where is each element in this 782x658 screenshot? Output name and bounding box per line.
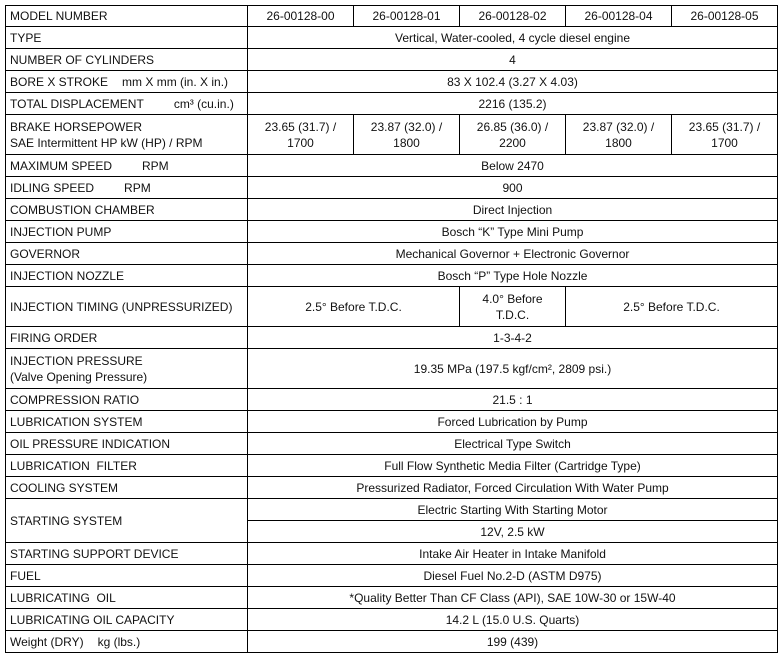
compression-value: 21.5 : 1	[248, 389, 778, 411]
model-cell: 26-00128-02	[460, 6, 566, 27]
row-injection-nozzle	[6, 265, 778, 287]
nozzle-label: INJECTION NOZZLE	[6, 265, 248, 287]
displacement-value: 2216 (135.2)	[248, 93, 778, 115]
row-combustion-chamber	[6, 199, 778, 221]
row-lubricating-oil	[6, 587, 778, 609]
governor-value: Mechanical Governor + Electronic Governor	[248, 243, 778, 265]
row-cylinders	[6, 49, 778, 71]
row-model-number	[6, 6, 778, 27]
weight-unit: kg (lbs.)	[97, 634, 141, 649]
row-weight	[6, 631, 778, 653]
idle-speed-value: 900	[248, 177, 778, 199]
bore-stroke-value: 83 X 102.4 (3.27 X 4.03)	[248, 71, 778, 93]
lube-filter-value: Full Flow Synthetic Media Filter (Cartridge Type)	[248, 455, 778, 477]
pump-value: Bosch “K” Type Mini Pump	[248, 221, 778, 243]
row-cooling-system	[6, 477, 778, 499]
bhp-rpm: 1800	[393, 135, 420, 150]
row-bore-stroke	[6, 71, 778, 93]
row-starting-support	[6, 543, 778, 565]
inj-pressure-label-cell	[6, 349, 248, 389]
idle-speed-label-cell	[6, 177, 248, 199]
bhp-power: 23.87 (32.0) /	[370, 119, 443, 134]
bhp-power: 23.65 (31.7) /	[688, 119, 761, 134]
oil-pressure-label: OIL PRESSURE INDICATION	[6, 433, 248, 455]
type-label: TYPE	[6, 27, 248, 49]
displacement-unit: cm³ (cu.in.)	[173, 96, 234, 111]
lube-oil-value: *Quality Better Than CF Class (API), SAE 10W-30 or 15W-40	[248, 587, 778, 609]
timing-mid-value-sub: T.D.C.	[495, 307, 530, 322]
row-brake-horsepower	[6, 115, 778, 155]
combustion-value: Direct Injection	[248, 199, 778, 221]
displacement-label-cell	[6, 93, 248, 115]
start-support-value: Intake Air Heater in Intake Manifold	[248, 543, 778, 565]
displacement-label: TOTAL DISPLACEMENT	[10, 96, 144, 111]
bhp-rpm: 1700	[287, 135, 314, 150]
max-speed-unit: RPM	[142, 158, 169, 173]
bhp-rpm: 1700	[711, 135, 738, 150]
row-max-speed	[6, 155, 778, 177]
bhp-cell	[460, 115, 566, 155]
bhp-power: 26.85 (36.0) /	[476, 119, 549, 134]
oil-pressure-value: Electrical Type Switch	[248, 433, 778, 455]
pump-label: INJECTION PUMP	[6, 221, 248, 243]
row-type	[6, 27, 778, 49]
oil-capacity-label: LUBRICATING OIL CAPACITY	[6, 609, 248, 631]
row-fuel	[6, 565, 778, 587]
weight-label: Weight (DRY)	[10, 634, 84, 649]
combustion-label: COMBUSTION CHAMBER	[6, 199, 248, 221]
row-governor	[6, 243, 778, 265]
lube-oil-label: LUBRICATING OIL	[6, 587, 248, 609]
cooling-value: Pressurized Radiator, Forced Circulation With Water Pump	[248, 477, 778, 499]
timing-right-value: 2.5° Before T.D.C.	[566, 287, 778, 327]
starting-label: STARTING SYSTEM	[6, 499, 248, 543]
timing-mid-cell	[460, 287, 566, 327]
lube-system-value: Forced Lubrication by Pump	[248, 411, 778, 433]
bhp-power: 23.87 (32.0) /	[582, 119, 655, 134]
inj-pressure-label: INJECTION PRESSURE	[10, 353, 143, 368]
bhp-rpm: 2200	[499, 135, 526, 150]
model-cell: 26-00128-01	[354, 6, 460, 27]
starting-power-value: 12V, 2.5 kW	[248, 521, 778, 543]
compression-label: COMPRESSION RATIO	[6, 389, 248, 411]
row-displacement	[6, 93, 778, 115]
row-idling-speed	[6, 177, 778, 199]
row-injection-pump	[6, 221, 778, 243]
model-cell: 26-00128-05	[672, 6, 778, 27]
inj-pressure-value: 19.35 MPa (197.5 kgf/cm², 2809 psi.)	[248, 349, 778, 389]
weight-value: 199 (439)	[248, 631, 778, 653]
timing-mid-value: 4.0° Before	[482, 291, 543, 306]
bhp-rpm: 1800	[605, 135, 632, 150]
lube-system-label: LUBRICATION SYSTEM	[6, 411, 248, 433]
bhp-label-cell	[6, 115, 248, 155]
cylinders-value: 4	[248, 49, 778, 71]
bore-stroke-label-cell	[6, 71, 248, 93]
starting-value: Electric Starting With Starting Motor	[248, 499, 778, 521]
cooling-label: COOLING SYSTEM	[6, 477, 248, 499]
bhp-cell	[566, 115, 672, 155]
model-cell: 26-00128-00	[248, 6, 354, 27]
row-compression-ratio	[6, 389, 778, 411]
bhp-power: 23.65 (31.7) /	[264, 119, 337, 134]
fuel-value: Diesel Fuel No.2-D (ASTM D975)	[248, 565, 778, 587]
timing-left-value: 2.5° Before T.D.C.	[248, 287, 460, 327]
start-support-label: STARTING SUPPORT DEVICE	[6, 543, 248, 565]
bore-stroke-label: BORE X STROKE	[10, 74, 109, 89]
idle-speed-unit: RPM	[124, 180, 151, 195]
row-firing-order	[6, 327, 778, 349]
row-starting-system	[6, 499, 778, 521]
firing-value: 1-3-4-2	[248, 327, 778, 349]
bore-stroke-unit: mm X mm (in. X in.)	[122, 74, 229, 89]
row-oil-capacity	[6, 609, 778, 631]
weight-label-cell	[6, 631, 248, 653]
type-value: Vertical, Water-cooled, 4 cycle diesel engine	[248, 27, 778, 49]
idle-speed-label: IDLING SPEED	[10, 180, 95, 195]
max-speed-label-cell	[6, 155, 248, 177]
timing-label: INJECTION TIMING (UNPRESSURIZED)	[6, 287, 248, 327]
lube-filter-label: LUBRICATION FILTER	[6, 455, 248, 477]
max-speed-label: MAXIMUM SPEED	[10, 158, 113, 173]
model-cell: 26-00128-04	[566, 6, 672, 27]
cylinders-label: NUMBER OF CYLINDERS	[6, 49, 248, 71]
bhp-cell	[354, 115, 460, 155]
row-injection-timing	[6, 287, 778, 327]
inj-pressure-label-sub: (Valve Opening Pressure)	[10, 369, 148, 384]
fuel-label: FUEL	[6, 565, 248, 587]
oil-capacity-value: 14.2 L (15.0 U.S. Quarts)	[248, 609, 778, 631]
row-lubrication-system	[6, 411, 778, 433]
row-lubrication-filter	[6, 455, 778, 477]
model-number-label: MODEL NUMBER	[6, 6, 248, 27]
bhp-label: BRAKE HORSEPOWER	[10, 119, 143, 134]
governor-label: GOVERNOR	[6, 243, 248, 265]
engine-spec-table	[5, 5, 778, 653]
row-injection-pressure	[6, 349, 778, 389]
bhp-cell	[248, 115, 354, 155]
row-oil-pressure	[6, 433, 778, 455]
max-speed-value: Below 2470	[248, 155, 778, 177]
bhp-cell	[672, 115, 778, 155]
bhp-label-sub: SAE Intermittent HP kW (HP) / RPM	[10, 135, 203, 150]
nozzle-value: Bosch “P” Type Hole Nozzle	[248, 265, 778, 287]
firing-label: FIRING ORDER	[6, 327, 248, 349]
